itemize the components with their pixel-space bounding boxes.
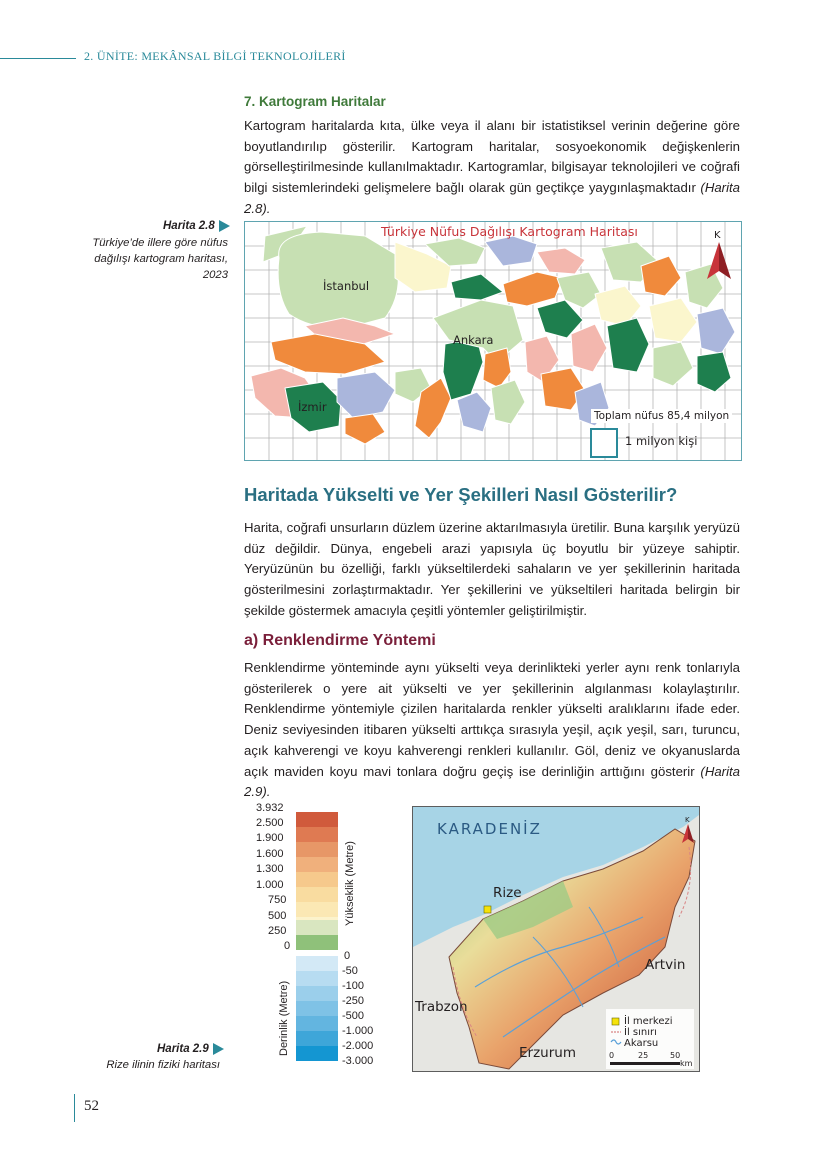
map2-caption-text: Rize ilinin fiziki haritası — [106, 1059, 220, 1071]
scale-tick: 50 — [670, 1051, 681, 1060]
elevation-axis-label: Yükseklik (Metre) — [344, 841, 356, 926]
scale-tick: 0 — [609, 1051, 615, 1060]
city-label-izmir: İzmir — [298, 400, 327, 414]
legend-river: Akarsu — [624, 1038, 659, 1049]
total-population-label: Toplam nüfus 85,4 milyon — [591, 409, 732, 423]
map2-caption-ref-text: Harita 2.9 — [157, 1043, 209, 1056]
depth-swatch — [296, 1016, 338, 1031]
north-label: K — [714, 230, 721, 241]
elev-label: 3.932 — [256, 802, 284, 814]
elev-label: 500 — [268, 910, 287, 922]
rize-center-marker — [484, 906, 491, 913]
scale-unit: km — [680, 1059, 693, 1068]
depth-label: -500 — [342, 1010, 365, 1022]
section-title-coloring: a) Renklendirme Yöntemi — [244, 632, 436, 649]
kartogram-ref: (Harita 2.8). — [244, 180, 740, 216]
north-label-2: K — [685, 816, 690, 824]
sea-label: KARADENİZ — [437, 820, 542, 838]
elev-swatch — [296, 920, 338, 935]
depth-swatch — [296, 971, 338, 986]
elev-swatch — [296, 887, 338, 902]
label-rize: Rize — [493, 885, 522, 901]
page-number-bar — [74, 1094, 75, 1122]
depth-label: -3.000 — [342, 1055, 374, 1067]
depth-label: 0 — [344, 950, 351, 962]
city-label-ankara: Ankara — [453, 333, 494, 347]
rize-physical-map — [412, 806, 700, 1072]
label-artvin: Artvin — [645, 957, 686, 973]
legend-symbols — [610, 1017, 622, 1047]
elev-swatch — [296, 857, 338, 872]
elev-label: 1.900 — [256, 832, 284, 844]
depth-label: -250 — [342, 995, 365, 1007]
section-title-kartogram: 7. Kartogram Haritalar — [244, 94, 386, 109]
elev-swatch — [296, 935, 338, 950]
depth-label: -50 — [342, 965, 358, 977]
elev-label: 1.300 — [256, 863, 284, 875]
unit-label: 1 milyon kişi — [625, 434, 698, 448]
map1-caption-ref — [163, 220, 230, 232]
kartogram-body: Kartogram haritalarda kıta, ülke veya il alanı bir istatistiksel verinin değerine göre boyutlandırılıp gösterilir. Kartogram haritalar, sosyoekonomik değişkenlerin görselleştirilmesinde kullanılmaktadır. Kartogramlar, bilgisayar teknolojileri ve coğrafi bilgi sistemlerindeki gelişmelere bağlı olarak gün geçtikçe yaygınlaşmaktadır — [244, 118, 740, 196]
elev-label: 1.600 — [256, 848, 284, 860]
depth-label: -1.000 — [342, 1025, 374, 1037]
elev-swatch — [296, 872, 338, 887]
elev-swatch — [296, 902, 338, 917]
elev-label: 0 — [284, 940, 291, 952]
unit-header: 2. ÜNİTE: MEKÂNSAL BİLGİ TEKNOLOJİLERİ — [84, 49, 346, 63]
elev-swatch — [296, 842, 338, 857]
depth-axis-label: Derinlik (Metre) — [278, 980, 290, 1056]
cartogram-map — [244, 221, 742, 461]
map2-caption-ref — [157, 1043, 224, 1055]
scale-tick: 25 — [638, 1051, 649, 1060]
map1-caption-text: Türkiye’de illere göre nüfus dağılışı kartogram haritası, 2023 — [92, 237, 228, 281]
page-number: 52 — [84, 1098, 99, 1114]
elev-label: 1.000 — [256, 879, 284, 891]
coloring-body: Renklendirme yönteminde aynı yükselti veya derinlikteki yerler aynı renk tonlarıyla gösterilerek o yere ait yükselti ve yer şekillerinin algılanması kolaylaştırılır. Renklendirme yöntemiyle çizilen haritalarda renkler yükselti aralıklarını ifade eder. Deniz seviyesinden itibaren yükselti arttıkça sırasıyla yeşil, açık yeşil, sarı, turuncu, açık kahverengi ve koyu kahverengi renkleri kullanılır. Göl, deniz ve okyanuslarda açık maviden koyu mavi tonlara doğru geçiş ise derinliğin arttığını gösterir — [244, 660, 740, 779]
depth-swatch — [296, 1046, 338, 1061]
depth-label: -100 — [342, 980, 365, 992]
legend-border: İl sınırı — [624, 1027, 657, 1038]
legend-center: İl merkezi — [624, 1016, 673, 1027]
depth-swatch — [296, 986, 338, 1001]
section-title-elevation: Haritada Yükselti ve Yer Şekilleri Nasıl Gösterilir? — [244, 484, 678, 505]
caption-arrow-icon — [213, 1043, 224, 1055]
map1-caption-ref-text: Harita 2.8 — [163, 220, 215, 233]
unit-square-legend — [590, 428, 618, 458]
depth-swatch — [296, 956, 338, 971]
scale-bar — [610, 1062, 680, 1065]
coloring-paragraph — [244, 658, 740, 803]
label-trabzon: Trabzon — [415, 999, 468, 1015]
city-label-istanbul: İstanbul — [323, 279, 370, 293]
elevation-depth-legend — [256, 802, 406, 1070]
depth-label: -2.000 — [342, 1040, 374, 1052]
elev-label: 750 — [268, 894, 287, 906]
coloring-ref: (Harita 2.9). — [244, 763, 740, 800]
elev-swatch — [296, 812, 338, 827]
elev-label: 250 — [268, 925, 287, 937]
caption-arrow-icon — [219, 220, 230, 232]
elev-label: 2.500 — [256, 817, 284, 829]
elev-swatch — [296, 827, 338, 842]
kartogram-paragraph — [244, 116, 740, 220]
depth-swatch — [296, 1001, 338, 1016]
label-erzurum: Erzurum — [519, 1045, 576, 1061]
header-rule — [0, 58, 76, 59]
map2-legend — [606, 1009, 694, 1069]
elevation-paragraph: Harita, coğrafi unsurların düzlem üzerine aktarılmasıyla üretilir. Buna karşılık yeryüzü düz değildir. Dünya, engebeli arazi yapısıyla üç boyutlu bir yüzeye sahiptir. Yeryüzünün bu özelliği, farklı yükseltilerdeki sahaların ve yer şekillerinin haritada gösterilmesini zorlaştırmaktadır. Yer şekillerini ve yükseltileri haritada belirgin bir şekilde göstermek amacıyla çeşitli yöntemler geliştirilmiştir. — [244, 520, 740, 618]
depth-swatch — [296, 1031, 338, 1046]
cartogram-title: Türkiye Nüfus Dağılışı Kartogram Haritası — [381, 224, 638, 239]
north-arrow-icon — [705, 227, 733, 285]
north-arrow-icon — [681, 815, 695, 845]
